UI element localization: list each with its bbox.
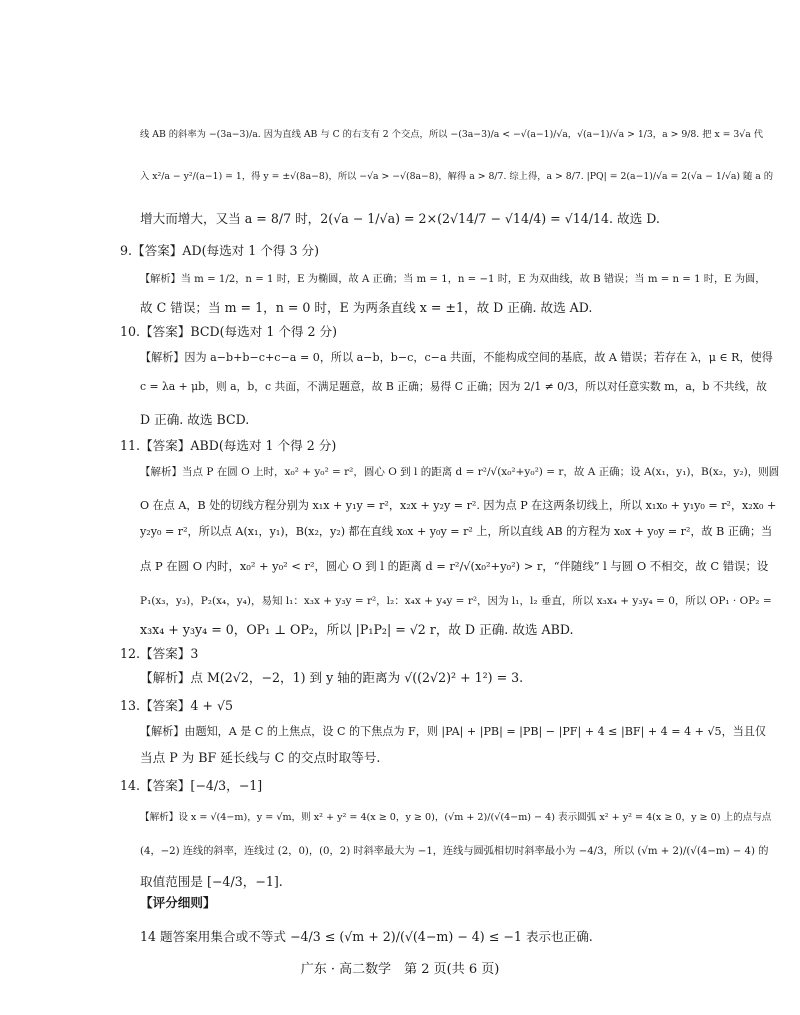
text-line: (4，−2) 连线的斜率，连线过 (2，0)，(0，2) 时斜率最大为 −1，连线与圆弧相切时斜率最小为 −4/3，所以 (√m + 2)/(√(4−m) − 4) 的 <box>140 846 769 857</box>
text-line: 当点 P 为 BF 延长线与 C 的交点时取等号. <box>140 750 381 765</box>
text-line: D 正确. 故选 BCD. <box>140 412 250 427</box>
text-line: 线 AB 的斜率为 −(3a−3)/a. 因为直线 AB 与 C 的右支有 2 个交点，所以 −(3a−3)/a < −√(a−1)/√a，√(a−1)/√a > 1/3，a > 9/8. 把 x = 3√a 代 <box>140 129 764 140</box>
text-line: 入 x²/a − y²/(a−1) = 1，得 y = ±√(8a−8)，所以 −√a > −√(8a−8)，解得 a > 8/7. 综上得，a > 8/7. |PQ| = 2(a−1)/√a = 2(√a − 1/√a) 随 a 的 <box>140 171 774 182</box>
answer-heading: 10.【答案】BCD(每选对 1 个得 2 分) <box>120 324 338 339</box>
grading-rules-heading: 【评分细则】 <box>140 895 216 910</box>
answer-heading: 11.【答案】ABD(每选对 1 个得 2 分) <box>120 438 337 453</box>
text-line: 14 题答案用集合或不等式 −4/3 ≤ (√m + 2)/(√(4−m) − 4) ≤ −1 表示也正确. <box>140 929 593 944</box>
text-line: 【解析】点 M(2√2，−2，1) 到 y 轴的距离为 √((2√2)² + 1²) = 3. <box>140 670 524 685</box>
text-line: P₁(x₃，y₃)，P₂(x₄，y₄)，易知 l₁：x₃x + y₃y = r²，l₂：x₄x + y₄y = r²，因为 l₁，l₂ 垂直，所以 x₃x₄ + y₃y₄ = 0，所以 OP₁ · OP₂ = <box>140 595 772 607</box>
page-footer: 广东 · 高二数学 第 2 页(共 6 页) <box>300 962 500 977</box>
answer-heading: 13.【答案】4 + √5 <box>120 698 234 713</box>
text-line: 【解析】设 x = √(4−m)，y = √m，则 x² + y² = 4(x ≥ 0，y ≥ 0)，(√m + 2)/(√(4−m) − 4) 表示圆弧 x² + y² = 4(x ≥ 0，y ≥ 0) 上的点与点 <box>140 812 772 823</box>
text-line: 【解析】当 m = 1/2，n = 1 时，E 为椭圆，故 A 正确；当 m = 1，n = −1 时，E 为双曲线，故 B 错误；当 m = n = 1 时，E 为圆， <box>140 274 766 285</box>
text-line: O 在点 A，B 处的切线方程分别为 x₁x + y₁y = r²，x₂x + y₂y = r². 因为点 P 在这两条切线上，所以 x₁x₀ + y₁y₀ = r²，x₂x₀ + <box>140 499 777 512</box>
text-line: 增大而增大，又当 a = 8/7 时，2(√a − 1/√a) = 2×(2√14/7 − √14/4) = √14/14. 故选 D. <box>140 211 660 226</box>
text-line: 取值范围是 [−4/3，−1]. <box>140 874 283 889</box>
answer-heading: 9.【答案】AD(每选对 1 个得 3 分) <box>120 243 320 258</box>
text-line: x₃x₄ + y₃y₄ = 0，OP₁ ⊥ OP₂，所以 |P₁P₂| = √2 r，故 D 正确. 故选 ABD. <box>140 622 574 637</box>
text-line: 故 C 错误；当 m = 1，n = 0 时，E 为两条直线 x = ±1，故 D 正确. 故选 AD. <box>140 300 593 315</box>
answer-heading: 12.【答案】3 <box>120 646 199 661</box>
answer-heading: 14.【答案】[−4/3，−1] <box>120 778 263 793</box>
text-line: c = λa + μb，则 a，b，c 共面，不满足题意，故 B 正确；易得 C 正确；因为 2/1 ≠ 0/3，所以对任意实数 m，a，b 不共线，故 <box>140 380 767 393</box>
text-line: y₂y₀ = r²，所以点 A(x₁，y₁)，B(x₂，y₂) 都在直线 x₀x + y₀y = r² 上，所以直线 AB 的方程为 x₀x + y₀y = r²，故 B 正确；当 <box>140 525 773 538</box>
text-line: 【解析】因为 a−b+b−c+c−a = 0，所以 a−b，b−c，c−a 共面，不能构成空间的基底，故 A 错误；若存在 λ，μ ∈ R，使得 <box>140 351 773 364</box>
text-line: 【解析】当点 P 在圆 O 上时，x₀² + y₀² = r²，圆心 O 到 l 的距离 d = r²/√(x₀²+y₀²) = r，故 A 正确；设 A(x₁，y₁)，B(x₂，y₂)，则圆 <box>140 466 780 478</box>
text-line: 【解析】由题知，A 是 C 的上焦点，设 C 的下焦点为 F，则 |PA| + |PB| = |PB| − |PF| + 4 ≤ |BF| + 4 = 4 + √5，当且仅 <box>140 725 766 738</box>
text-line: 点 P 在圆 O 内时，x₀² + y₀² < r²，圆心 O 到 l 的距离 d = r²/√(x₀²+y₀²) > r，“伴随线” l 与圆 O 不相交，故 C 错误；设 <box>140 559 769 573</box>
